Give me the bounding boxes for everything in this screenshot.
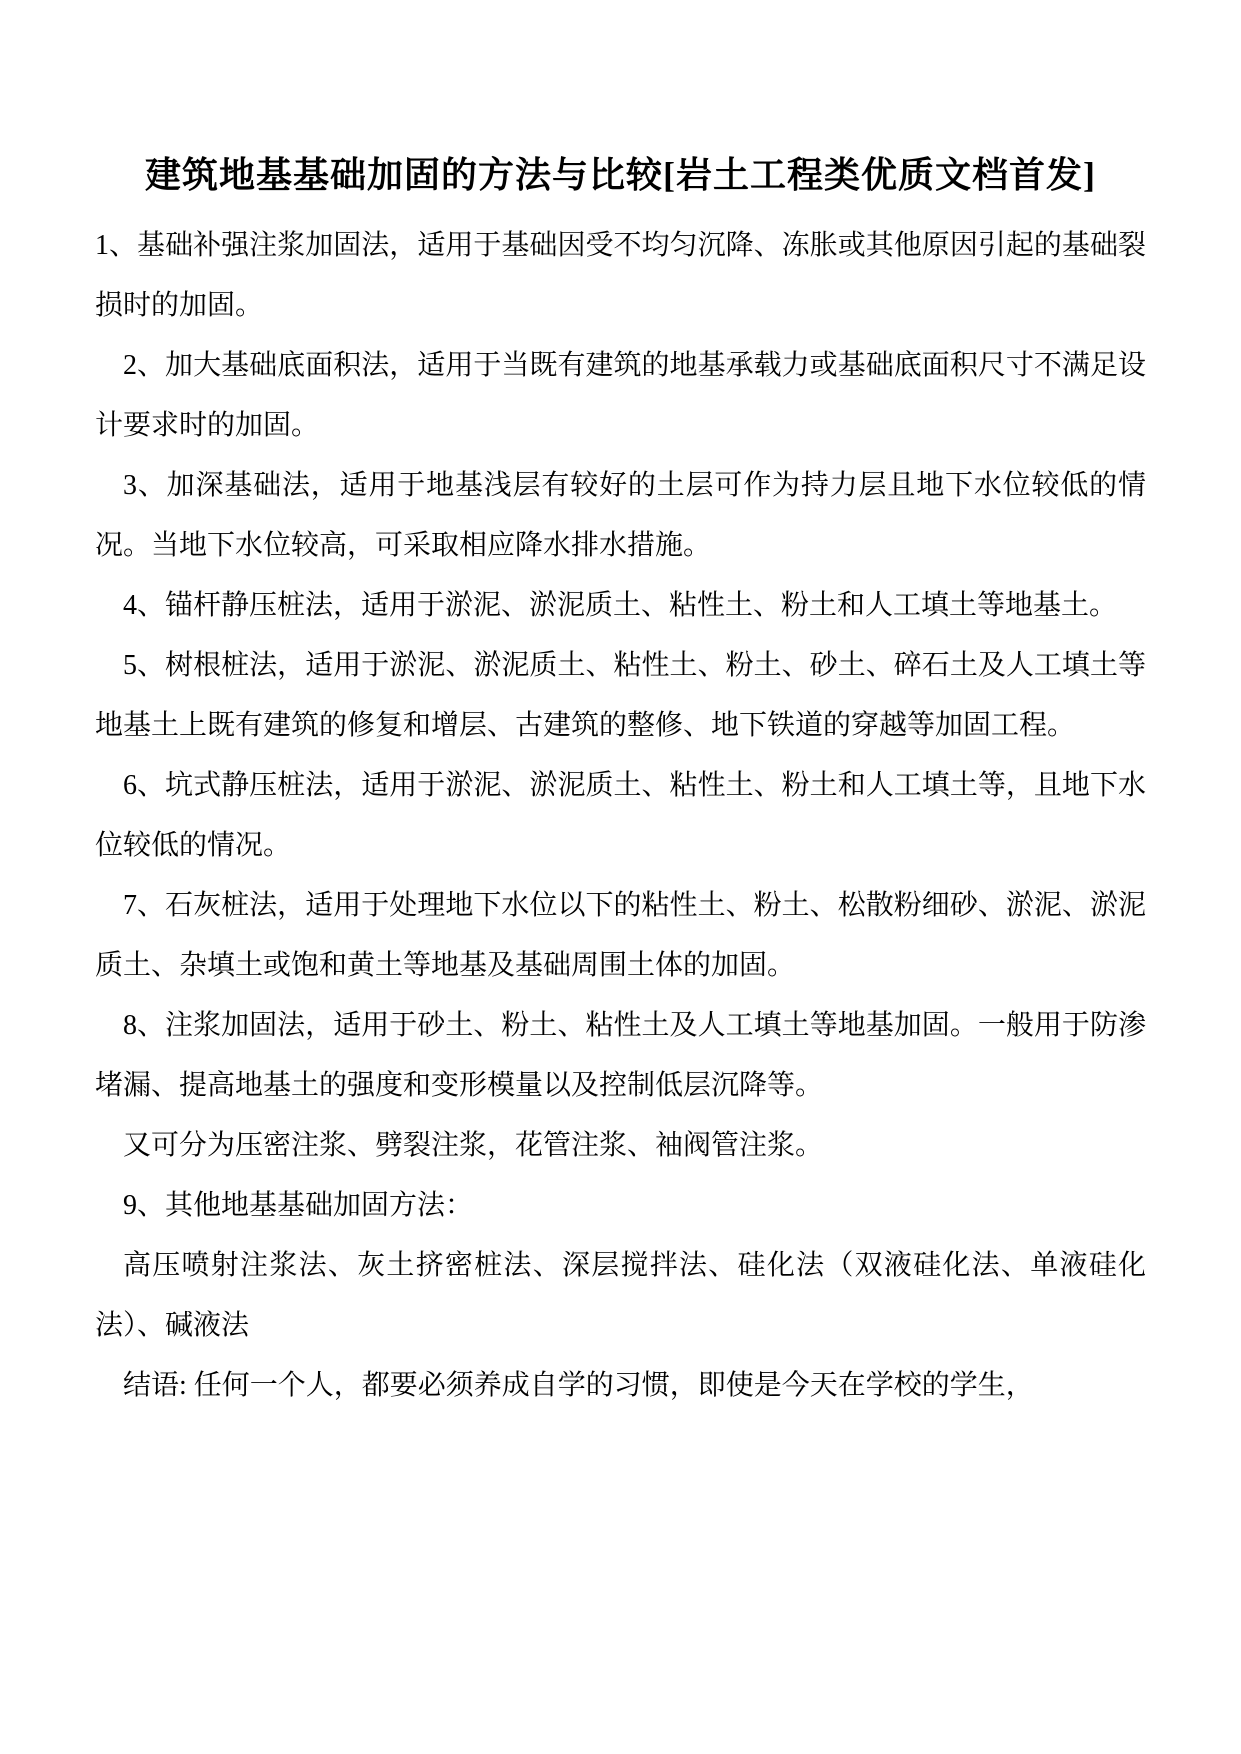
paragraph-8-sub: 又可分为压密注浆、劈裂注浆，花管注浆、袖阀管注浆。 [123,1130,824,1161]
paragraph-4: 4、锚杆静压桩法，适用于淤泥、淤泥质土、粘性土、粉土和人工填土等地基土。 [123,590,1118,621]
paragraph-9: 9、其他地基基础加固方法： [123,1190,474,1221]
paragraph-1: 1、基础补强注浆加固法，适用于基础因受不均匀沉降、冻胀或其他原因引起的基础裂损时的加固。 [95,230,1146,321]
paragraph-2: 2、加大基础底面积法，适用于当既有建筑的地基承载力或基础底面积尺寸不满足设计要求时的加固。 [95,350,1146,441]
paragraph-8: 8、注浆加固法，适用于砂土、粉土、粘性土及人工填土等地基加固。一般用于防渗堵漏、提高地基土的强度和变形模量以及控制低层沉降等。 [95,1010,1146,1101]
paragraph-6: 6、坑式静压桩法，适用于淤泥、淤泥质土、粘性土、粉土和人工填土等，且地下水位较低的情况。 [95,770,1146,861]
document-content [0,150,1241,1416]
paragraph-9-list: 高压喷射注浆法、灰土挤密桩法、深层搅拌法、硅化法（双液硅化法、单液硅化法）、碱液法 [95,1250,1146,1341]
doc-title: 建筑地基基础加固的方法与比较[岩土工程类优质文档首发] [145,155,1096,195]
paragraph-5: 5、树根桩法，适用于淤泥、淤泥质土、粘性土、粉土、砂土、碎石土及人工填土等地基土上既有建筑的修复和增层、古建筑的整修、地下铁道的穿越等加固工程。 [95,650,1146,741]
paragraph-7: 7、石灰桩法，适用于处理地下水位以下的粘性土、粉土、松散粉细砂、淤泥、淤泥质土、杂填土或饱和黄土等地基及基础周围土体的加固。 [95,890,1146,981]
doc-body [95,216,1146,1416]
paragraph-conclusion: 结语: 任何一个人，都要必须养成自学的习惯，即使是今天在学校的学生， [123,1370,1034,1401]
paragraph-3: 3、加深基础法，适用于地基浅层有较好的土层可作为持力层且地下水位较低的情况。当地下水位较高，可采取相应降水排水措施。 [95,470,1146,561]
